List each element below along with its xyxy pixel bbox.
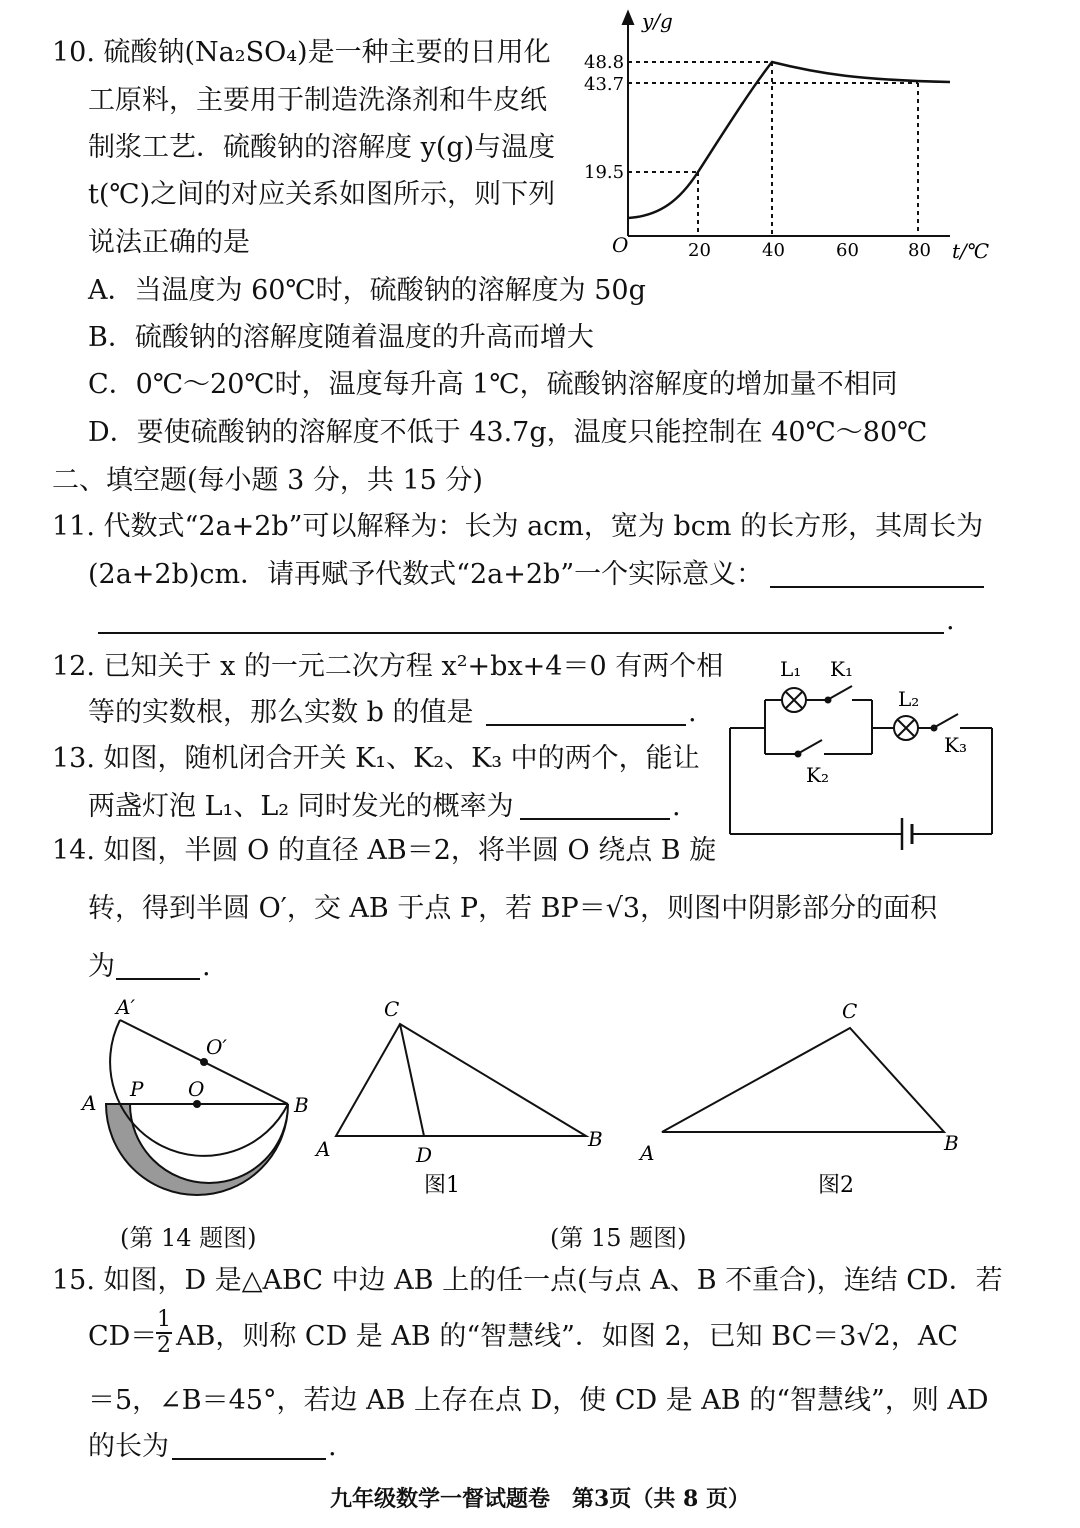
fig15-1-segment-cd bbox=[400, 1024, 424, 1136]
fraction-half bbox=[156, 1308, 172, 1358]
q13-line1: 13. 如图，随机闭合开关 K₁、K₂、K₃ 中的两个，能让 bbox=[52, 743, 700, 774]
q10-line3: 制浆工艺．硫酸钠的溶解度 y(g)与温度 bbox=[88, 132, 556, 163]
label-k2: K₂ bbox=[806, 763, 829, 787]
fraction-numerator: 1 bbox=[157, 1307, 171, 1332]
q12-period: . bbox=[688, 697, 697, 728]
q10-line2: 工原料，主要用于制造洗涤剂和牛皮纸 bbox=[88, 85, 547, 116]
q11-period: . bbox=[946, 605, 955, 636]
q14-period: . bbox=[202, 951, 211, 982]
graph-xtick-80: 80 bbox=[908, 240, 931, 261]
fig15-1-triangle bbox=[336, 1024, 586, 1136]
q15-line2-start: CD＝ bbox=[88, 1321, 158, 1352]
fig15-2-label-c: C bbox=[842, 999, 858, 1023]
fig15-1-label-a: A bbox=[316, 1137, 331, 1161]
q11-line2: (2a+2b)cm．请再赋予代数式“2a+2b”一个实际意义： bbox=[88, 559, 764, 590]
q13-line2: 两盏灯泡 L₁、L₂ 同时发光的概率为 bbox=[88, 791, 514, 822]
fig14-label-a-prime: A′ bbox=[116, 995, 135, 1019]
fig14-label-a: A bbox=[82, 1091, 97, 1115]
q14-line3: 为 bbox=[88, 951, 115, 982]
label-k1: K₁ bbox=[830, 657, 853, 681]
q14-line1: 14. 如图，半圆 O 的直径 AB＝2，将半圆 O 绕点 B 旋 bbox=[52, 835, 717, 866]
fig15-2-triangle bbox=[662, 1028, 944, 1132]
q14-line2: 转，得到半圆 O′，交 AB 于点 P，若 BP＝√3，则图中阴影部分的面积 bbox=[88, 893, 938, 924]
fig15-1-label-c: C bbox=[384, 997, 400, 1021]
fig15-2-label-b: B bbox=[944, 1131, 959, 1155]
fig14-caption: (第 14 题图) bbox=[120, 1224, 257, 1252]
q10-line5: 说法正确的是 bbox=[88, 227, 250, 258]
q15-line1: 15. 如图，D 是△ABC 中边 AB 上的任一点(与点 A、B 不重合)，连结 CD．若 bbox=[52, 1265, 1003, 1296]
label-l1: L₁ bbox=[780, 657, 802, 681]
fig15-caption: (第 15 题图) bbox=[550, 1224, 687, 1252]
graph-origin: O bbox=[612, 233, 629, 257]
q12-line1: 12. 已知关于 x 的一元二次方程 x²+bx+4＝0 有两个相 bbox=[52, 651, 724, 682]
section2-title: 二、填空题(每小题 3 分，共 15 分) bbox=[52, 465, 483, 496]
fig14-label-o-prime: O′ bbox=[206, 1035, 227, 1059]
fig14-label-p: P bbox=[130, 1077, 144, 1101]
q11-line1: 11. 代数式“2a+2b”可以解释为：长为 acm，宽为 bcm 的长方形，其周长为 bbox=[52, 511, 984, 542]
q12-line2: 等的实数根，那么实数 b 的值是 bbox=[88, 697, 474, 728]
fig15-1-label-d: D bbox=[416, 1143, 433, 1167]
graph-xtick-60: 60 bbox=[836, 240, 859, 261]
graph-ytick-19-5: 19.5 bbox=[584, 162, 625, 183]
fig15-1-label-b: B bbox=[588, 1127, 603, 1151]
graph-x-label: t/℃ bbox=[952, 239, 990, 263]
fraction-denominator: 2 bbox=[157, 1333, 171, 1358]
q10-option-b: B．硫酸钠的溶解度随着温度的升高而增大 bbox=[88, 322, 594, 353]
q10-option-d: D．要使硫酸钠的溶解度不低于 43.7g，温度只能控制在 40℃～80℃ bbox=[88, 417, 928, 448]
q15-line3: ＝5，∠B＝45°，若边 AB 上存在点 D，使 CD 是 AB 的“智慧线”，则 AD bbox=[88, 1385, 989, 1416]
q15-line4: 的长为 bbox=[88, 1431, 169, 1462]
graph-xtick-20: 20 bbox=[688, 240, 711, 261]
q15-line2-end: AB，则称 CD 是 AB 的“智慧线”．如图 2，已知 BC＝3√2，AC bbox=[176, 1321, 958, 1352]
fig15-1-name: 图1 bbox=[424, 1173, 460, 1198]
q13-period: . bbox=[672, 791, 681, 822]
page-footer: 九年级数学一督试题卷 第3页（共 8 页） bbox=[330, 1486, 750, 1512]
fig14-label-b: B bbox=[294, 1093, 309, 1117]
graph-ytick-43-7: 43.7 bbox=[584, 74, 625, 95]
q10-option-c: C．0℃～20℃时，温度每升高 1℃，硫酸钠溶解度的增加量不相同 bbox=[88, 369, 898, 400]
graph-ytick-48-8: 48.8 bbox=[584, 52, 625, 73]
fig15-2-label-a: A bbox=[640, 1141, 655, 1165]
graph-y-label: y/g bbox=[642, 9, 673, 33]
graph-xtick-40: 40 bbox=[762, 240, 785, 261]
q10-line1: 10. 硫酸钠(Na₂SO₄)是一种主要的日用化 bbox=[52, 37, 551, 68]
q15-period: . bbox=[328, 1431, 337, 1462]
q15-answer-blank[interactable] bbox=[172, 1432, 326, 1460]
q10-option-a: A．当温度为 60℃时，硫酸钠的溶解度为 50g bbox=[88, 275, 646, 306]
fig14-label-o: O bbox=[188, 1077, 205, 1101]
label-l2: L₂ bbox=[898, 687, 920, 711]
q10-line4: t(℃)之间的对应关系如图所示，则下列 bbox=[88, 179, 556, 210]
fig15-2-name: 图2 bbox=[818, 1173, 854, 1198]
label-k3: K₃ bbox=[944, 733, 967, 757]
